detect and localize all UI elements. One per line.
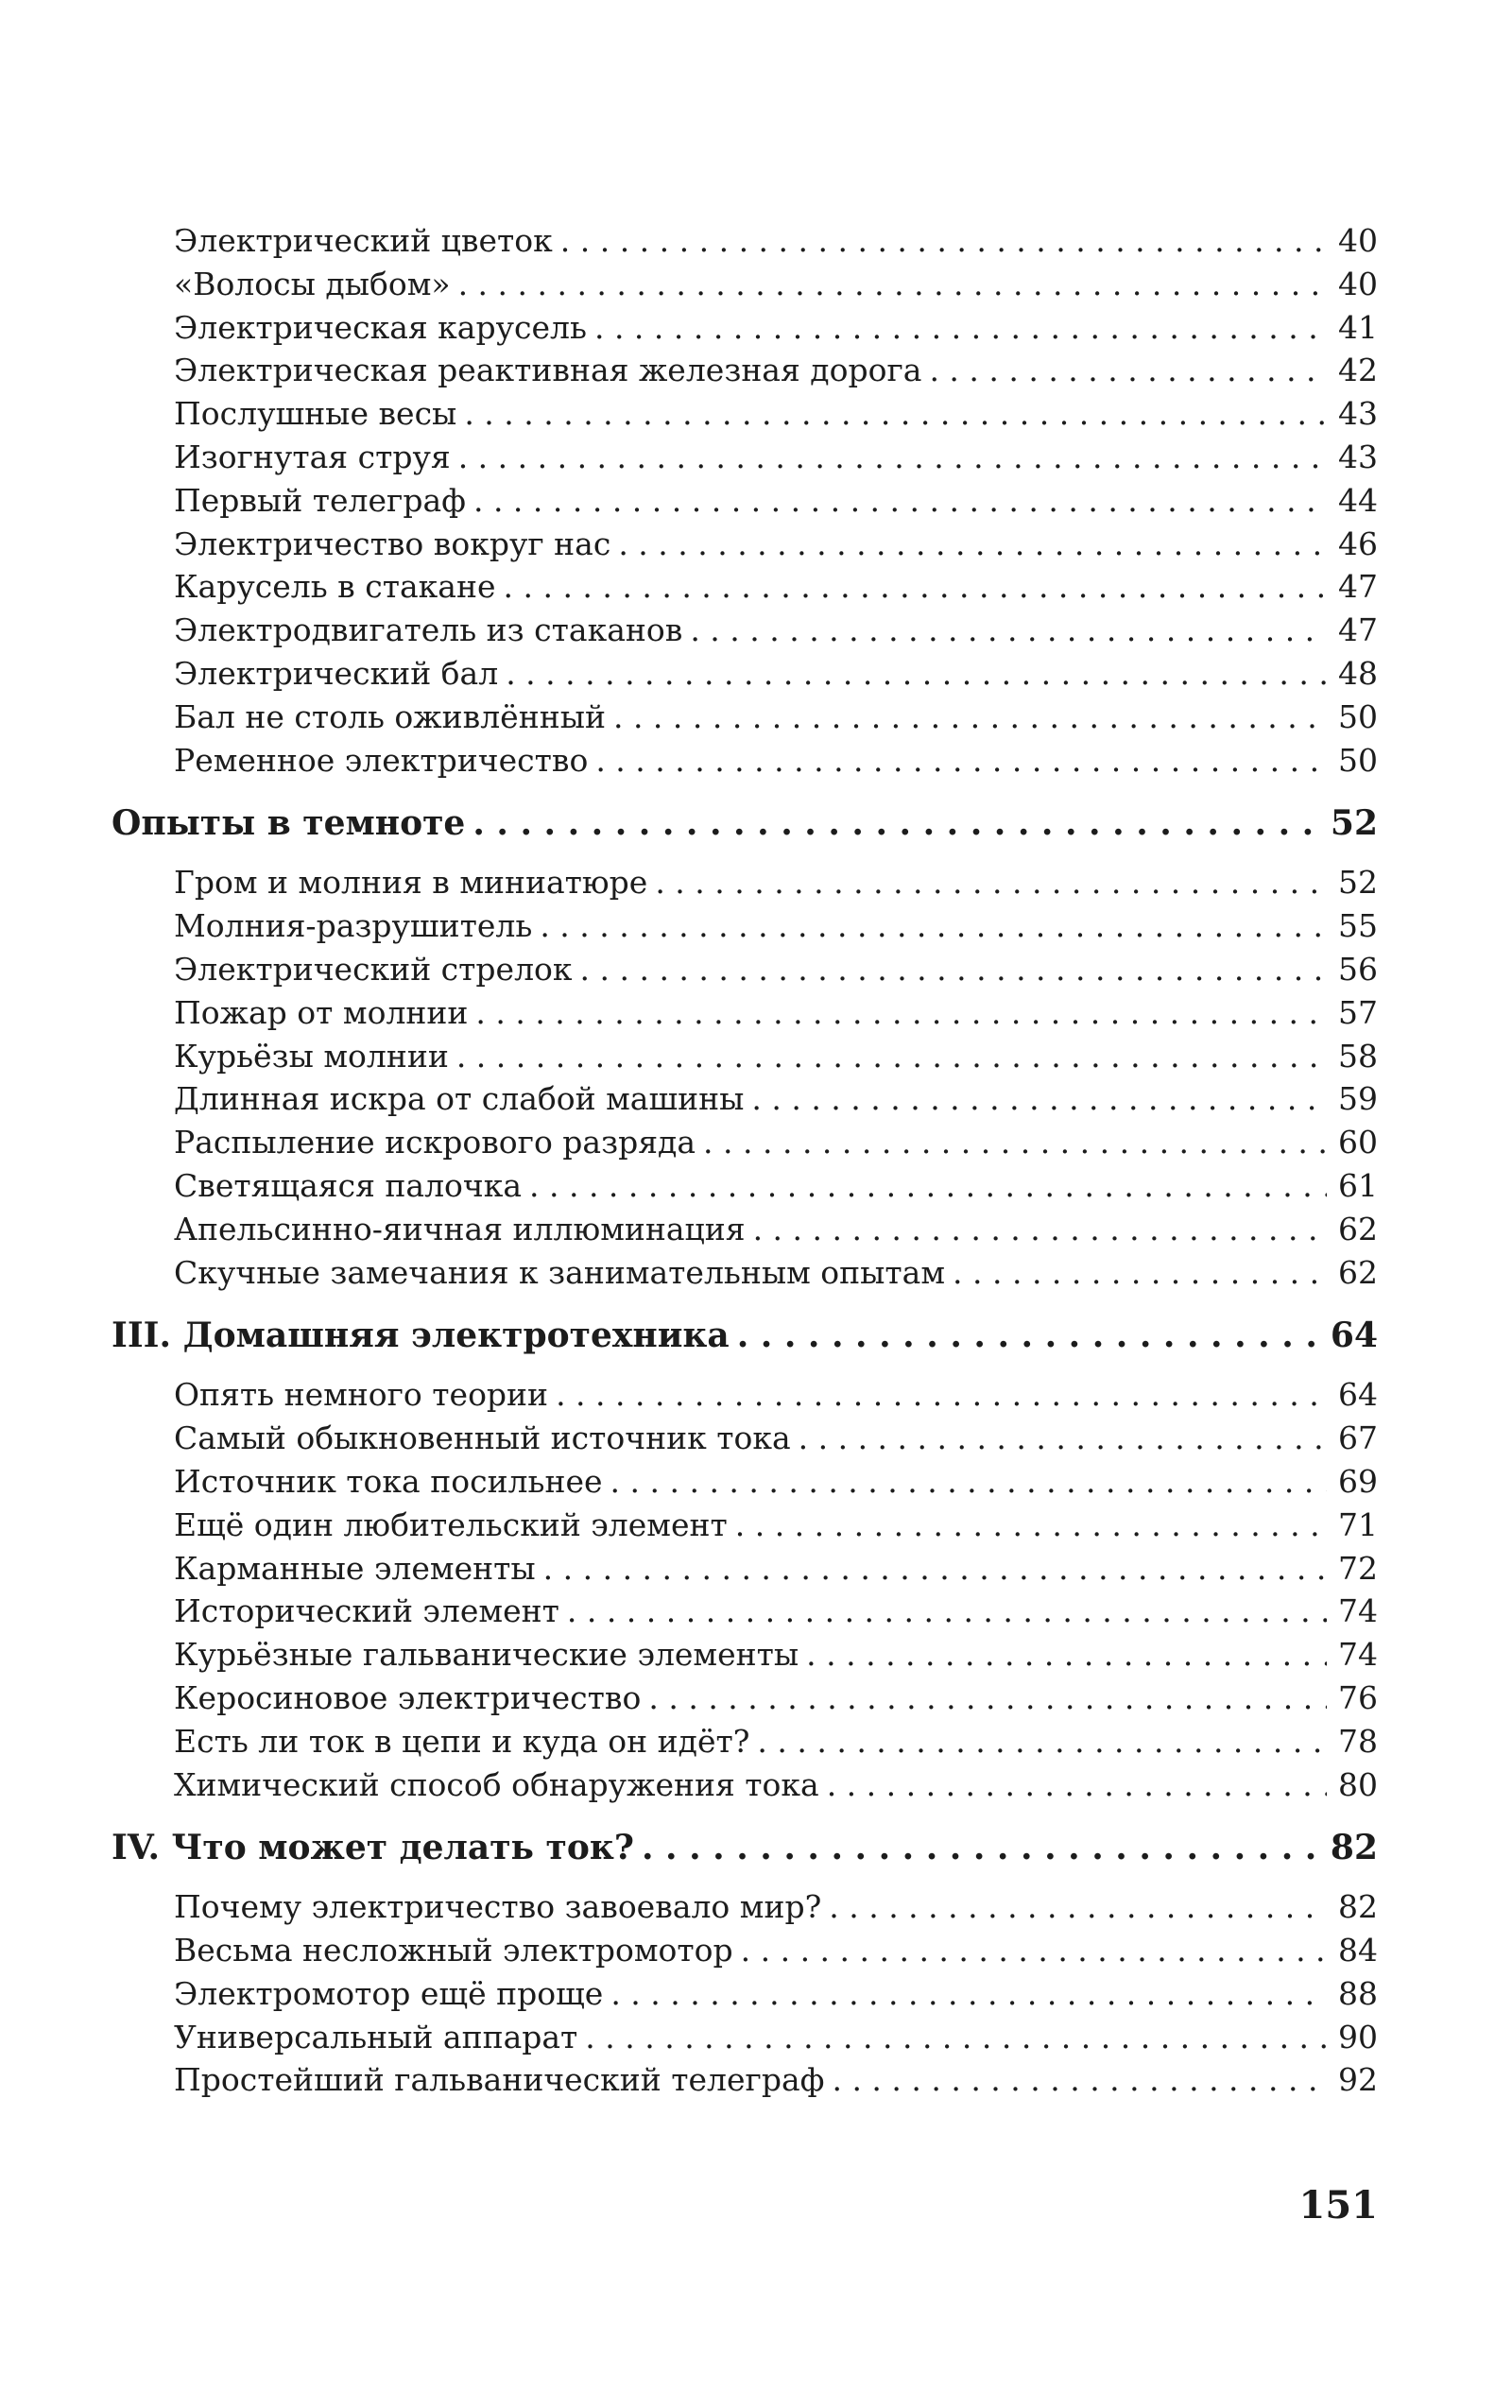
toc-entry-title: Керосиновое электричество [174, 1678, 642, 1716]
toc-entry [112, 1504, 1378, 1547]
dot-leader [642, 1823, 1323, 1872]
toc-entry-page: 40 [1338, 265, 1378, 302]
dot-leader [737, 1311, 1323, 1360]
dot-leader [567, 1590, 1327, 1633]
dot-leader [504, 565, 1328, 609]
section-title: III. Домашняя электротехника [112, 1316, 730, 1356]
dot-leader [529, 1164, 1327, 1208]
toc-entry-page: 88 [1338, 1974, 1378, 2012]
toc-entry [112, 1633, 1378, 1677]
dot-leader [543, 1547, 1327, 1591]
toc-entry-page: 52 [1338, 864, 1378, 902]
toc-section-heading [112, 1311, 1378, 1360]
toc-entry-title: Химический способ обнаружения тока [174, 1765, 819, 1803]
dot-leader [741, 1929, 1327, 1972]
toc-entry-page: 48 [1338, 654, 1378, 692]
toc-entry-page: 76 [1338, 1678, 1378, 1716]
section-page: 52 [1330, 803, 1378, 844]
toc-entry [112, 1677, 1378, 1720]
toc-entry-title: Источник тока посильнее [174, 1462, 603, 1500]
toc-entry [112, 565, 1378, 609]
dot-leader [799, 1417, 1327, 1460]
toc-entry-title: Электричество вокруг нас [174, 525, 611, 562]
toc-entry-title: Универсальный аппарат [174, 2018, 578, 2055]
toc-entry [112, 306, 1378, 350]
toc-entry-page: 58 [1338, 1037, 1378, 1075]
toc-entry [112, 1417, 1378, 1460]
toc-entry-page: 55 [1338, 907, 1378, 945]
toc-group-3 [112, 1373, 1378, 1806]
dot-leader [540, 904, 1327, 948]
toc-entry-page: 44 [1338, 481, 1378, 519]
dot-leader [806, 1633, 1327, 1677]
dot-leader [929, 349, 1327, 392]
toc-entry-title: Светящаяся палочка [174, 1166, 523, 1204]
toc-entry-title: Скучные замечания к занимательным опытам [174, 1253, 946, 1291]
toc-entry-title: Почему электричество завоевало мир? [174, 1888, 822, 1926]
dot-leader [585, 2016, 1327, 2059]
toc-group-4 [112, 1885, 1378, 2102]
toc-entry-page: 40 [1338, 222, 1378, 259]
toc-entry [112, 2016, 1378, 2059]
toc-entry-page: 50 [1338, 697, 1378, 735]
toc-entry-page: 43 [1338, 438, 1378, 475]
toc-entry-page: 71 [1338, 1505, 1378, 1543]
toc-entry-page: 59 [1338, 1080, 1378, 1118]
toc-entry [112, 1885, 1378, 1929]
toc-entry-page: 64 [1338, 1376, 1378, 1414]
toc-entry-page: 78 [1338, 1722, 1378, 1760]
toc-entry [112, 696, 1378, 739]
toc-entry [112, 904, 1378, 948]
dot-leader [556, 1373, 1327, 1417]
toc-entry-page: 67 [1338, 1419, 1378, 1457]
toc-entry-title: Электрический стрелок [174, 950, 573, 988]
toc-entry-title: Бал не столь оживлённый [174, 697, 606, 735]
toc-entry-title: Весьма несложный электромотор [174, 1932, 733, 1969]
toc-group-1 [112, 219, 1378, 782]
toc-entry-title: Самый обыкновенный источник тока [174, 1419, 791, 1457]
dot-leader [473, 479, 1327, 523]
toc-entry-title: Молния-разрушитель [174, 907, 533, 945]
toc-entry [112, 2058, 1378, 2102]
toc-entry-page: 62 [1338, 1253, 1378, 1291]
toc-entry-page: 47 [1338, 568, 1378, 606]
toc-entry-title: Апельсинно-яичная иллюминация [174, 1210, 746, 1247]
toc-entry-title: Изогнутая струя [174, 438, 451, 475]
dot-leader [464, 392, 1327, 436]
toc-entry [112, 263, 1378, 306]
toc-entry [112, 652, 1378, 696]
dot-leader [610, 1460, 1327, 1504]
toc-entry-title: Курьёзные гальванические элементы [174, 1636, 799, 1674]
toc-entry-page: 41 [1338, 308, 1378, 346]
toc-entry [112, 1720, 1378, 1763]
dot-leader [953, 1251, 1327, 1295]
toc-entry [112, 991, 1378, 1035]
toc-entry-page: 60 [1338, 1124, 1378, 1161]
toc-entry-title: Простейший гальванический телеграф [174, 2061, 825, 2099]
toc-entry-page: 46 [1338, 525, 1378, 562]
toc-entry-title: Длинная искра от слабой машины [174, 1080, 745, 1118]
toc-entry-title: Есть ли ток в цепи и куда он идёт? [174, 1722, 750, 1760]
toc-entry [112, 1972, 1378, 2016]
dot-leader [594, 306, 1327, 350]
toc-entry-title: Пожар от молнии [174, 993, 469, 1031]
toc-entry-title: «Волосы дыбом» [174, 265, 451, 302]
toc-entry-page: 90 [1338, 2018, 1378, 2055]
dot-leader [703, 1121, 1327, 1164]
dot-leader [456, 1035, 1327, 1078]
toc-entry [112, 861, 1378, 904]
toc-entry [112, 1121, 1378, 1164]
toc-entry-page: 61 [1338, 1166, 1378, 1204]
toc-entry-title: Карманные элементы [174, 1549, 536, 1587]
toc-entry-page: 82 [1338, 1888, 1378, 1926]
toc-entry [112, 1208, 1378, 1251]
dot-leader [595, 739, 1327, 783]
dot-leader [472, 799, 1323, 848]
dot-leader [613, 696, 1327, 739]
toc-entry [112, 1164, 1378, 1208]
toc-entry-page: 62 [1338, 1210, 1378, 1247]
toc-entry [112, 1547, 1378, 1591]
toc-entry [112, 1077, 1378, 1121]
toc-entry [112, 1373, 1378, 1417]
dot-leader [757, 1720, 1327, 1763]
dot-leader [458, 263, 1327, 306]
toc-entry-page: 74 [1338, 1592, 1378, 1630]
dot-leader [560, 219, 1327, 263]
toc-entry [112, 1251, 1378, 1295]
toc-entry-page: 69 [1338, 1462, 1378, 1500]
dot-leader [690, 609, 1327, 652]
dot-leader [655, 861, 1327, 904]
toc-entry-title: Курьёзы молнии [174, 1037, 449, 1075]
table-of-contents [112, 219, 1378, 2102]
toc-entry [112, 436, 1378, 479]
toc-group-2 [112, 861, 1378, 1294]
toc-entry-title: Распыление искрового разряда [174, 1124, 696, 1161]
toc-entry [112, 739, 1378, 783]
toc-entry-page: 74 [1338, 1636, 1378, 1674]
toc-entry-title: Первый телеграф [174, 481, 466, 519]
section-page: 64 [1330, 1316, 1378, 1356]
toc-entry [112, 349, 1378, 392]
dot-leader [648, 1677, 1327, 1720]
toc-entry [112, 479, 1378, 523]
toc-entry-page: 47 [1338, 611, 1378, 649]
toc-entry-page: 72 [1338, 1549, 1378, 1587]
toc-entry-title: Послушные весы [174, 395, 457, 433]
dot-leader [832, 2058, 1327, 2102]
toc-entry-page: 84 [1338, 1932, 1378, 1969]
page-number: 151 [1298, 2183, 1378, 2227]
toc-entry-title: Электрическая реактивная железная дорога [174, 352, 922, 389]
section-title: Опыты в темноте [112, 803, 466, 844]
toc-entry-title: Опять немного теории [174, 1376, 549, 1414]
dot-leader [506, 652, 1327, 696]
toc-entry-page: 43 [1338, 395, 1378, 433]
toc-entry-page: 50 [1338, 741, 1378, 779]
toc-entry-page: 56 [1338, 950, 1378, 988]
dot-leader [753, 1208, 1327, 1251]
toc-entry [112, 392, 1378, 436]
toc-entry-title: Электрический бал [174, 654, 499, 692]
dot-leader [458, 436, 1327, 479]
toc-entry-title: Ещё один любительский элемент [174, 1505, 728, 1543]
toc-entry-title: Гром и молния в миниатюре [174, 864, 648, 902]
toc-entry [112, 1929, 1378, 1972]
toc-section-heading [112, 1823, 1378, 1872]
toc-entry [112, 1035, 1378, 1078]
section-title: IV. Что может делать ток? [112, 1828, 634, 1868]
toc-entry-title: Электромотор ещё проще [174, 1974, 604, 2012]
toc-entry-title: Электрическая карусель [174, 308, 587, 346]
toc-entry [112, 1460, 1378, 1504]
toc-entry [112, 523, 1378, 566]
toc-entry [112, 1763, 1378, 1807]
section-page: 82 [1330, 1828, 1378, 1868]
dot-leader [827, 1763, 1327, 1807]
toc-entry-page: 80 [1338, 1765, 1378, 1803]
toc-entry-page: 92 [1338, 2061, 1378, 2099]
toc-entry-title: Карусель в стакане [174, 568, 496, 606]
toc-entry-page: 57 [1338, 993, 1378, 1031]
dot-leader [829, 1885, 1327, 1929]
dot-leader [618, 523, 1327, 566]
toc-entry-title: Исторический элемент [174, 1592, 559, 1630]
toc-section-heading [112, 799, 1378, 848]
toc-entry-page: 42 [1338, 352, 1378, 389]
dot-leader [735, 1504, 1327, 1547]
toc-entry [112, 1590, 1378, 1633]
dot-leader [475, 991, 1327, 1035]
dot-leader [751, 1077, 1327, 1121]
toc-entry [112, 609, 1378, 652]
toc-entry-title: Электрический цветок [174, 222, 553, 259]
toc-entry [112, 948, 1378, 991]
dot-leader [580, 948, 1327, 991]
toc-entry-title: Электродвигатель из стаканов [174, 611, 683, 649]
dot-leader [610, 1972, 1327, 2016]
toc-entry [112, 219, 1378, 263]
toc-entry-title: Ременное электричество [174, 741, 589, 779]
